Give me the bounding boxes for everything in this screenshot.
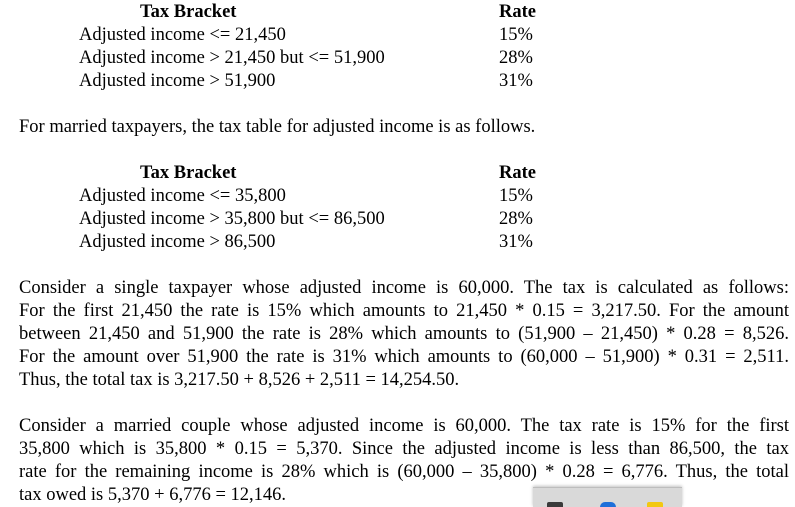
taskbar-preview[interactable] — [533, 487, 682, 507]
single-table-header — [0, 1, 795, 24]
bracket-cell: Adjusted income > 86,500 — [79, 232, 276, 252]
rate-cell: 15% — [499, 186, 533, 206]
table-row — [0, 208, 795, 231]
bracket-header: Tax Bracket — [140, 2, 237, 22]
app-icon-blue[interactable] — [600, 502, 616, 507]
bracket-cell: Adjusted income > 21,450 but <= 51,900 — [79, 48, 385, 68]
paragraph-line: rate for the remaining income is 28% which is (60,000 – 35,800) * 0.28 = 6,776. Thus, the total — [19, 462, 789, 482]
bracket-cell: Adjusted income > 35,800 but <= 86,500 — [79, 209, 385, 229]
table-row — [0, 231, 795, 254]
rate-header: Rate — [499, 163, 536, 183]
table-row — [0, 47, 795, 70]
bracket-header: Tax Bracket — [140, 163, 237, 183]
paragraph-line: tax owed is 5,370 + 6,776 = 12,146. — [19, 485, 287, 505]
paragraph-line: between 21,450 and 51,900 the rate is 28% which amounts to (51,900 – 21,450) * 0.28 = 8,526. — [19, 324, 789, 344]
bracket-cell: Adjusted income <= 35,800 — [79, 186, 286, 206]
single-example-paragraph — [19, 277, 789, 392]
rate-header: Rate — [499, 2, 536, 22]
table-row — [0, 185, 795, 208]
paragraph-line: Thus, the total tax is 3,217.50 + 8,526 + 2,511 = 14,254.50. — [19, 370, 460, 390]
app-icon-dark[interactable] — [547, 502, 563, 507]
paragraph-line: For the amount over 51,900 the rate is 31% which amounts to (60,000 – 51,900) * 0.31 = 2,511. — [19, 347, 789, 367]
table-row — [0, 70, 795, 93]
app-icon-yellow[interactable] — [647, 502, 663, 507]
bracket-cell: Adjusted income <= 21,450 — [79, 25, 286, 45]
paragraph-line: 35,800 which is 35,800 * 0.15 = 5,370. Since the adjusted income is less than 86,500, the tax — [19, 439, 789, 459]
paragraph-line: Consider a single taxpayer whose adjusted income is 60,000. The tax is calculated as follows: — [19, 278, 789, 298]
rate-cell: 31% — [499, 232, 533, 252]
married-intro — [19, 116, 789, 139]
paragraph-line: Consider a married couple whose adjusted income is 60,000. The tax rate is 15% for the first — [19, 416, 789, 436]
table-row — [0, 24, 795, 47]
rate-cell: 28% — [499, 48, 533, 68]
rate-cell: 31% — [499, 71, 533, 91]
married-intro-text: For married taxpayers, the tax table for adjusted income is as follows. — [19, 117, 536, 137]
rate-cell: 28% — [499, 209, 533, 229]
married-table-header — [0, 162, 795, 185]
paragraph-line: For the first 21,450 the rate is 15% which amounts to 21,450 * 0.15 = 3,217.50. For the amount — [19, 301, 789, 321]
rate-cell: 15% — [499, 25, 533, 45]
bracket-cell: Adjusted income > 51,900 — [79, 71, 276, 91]
